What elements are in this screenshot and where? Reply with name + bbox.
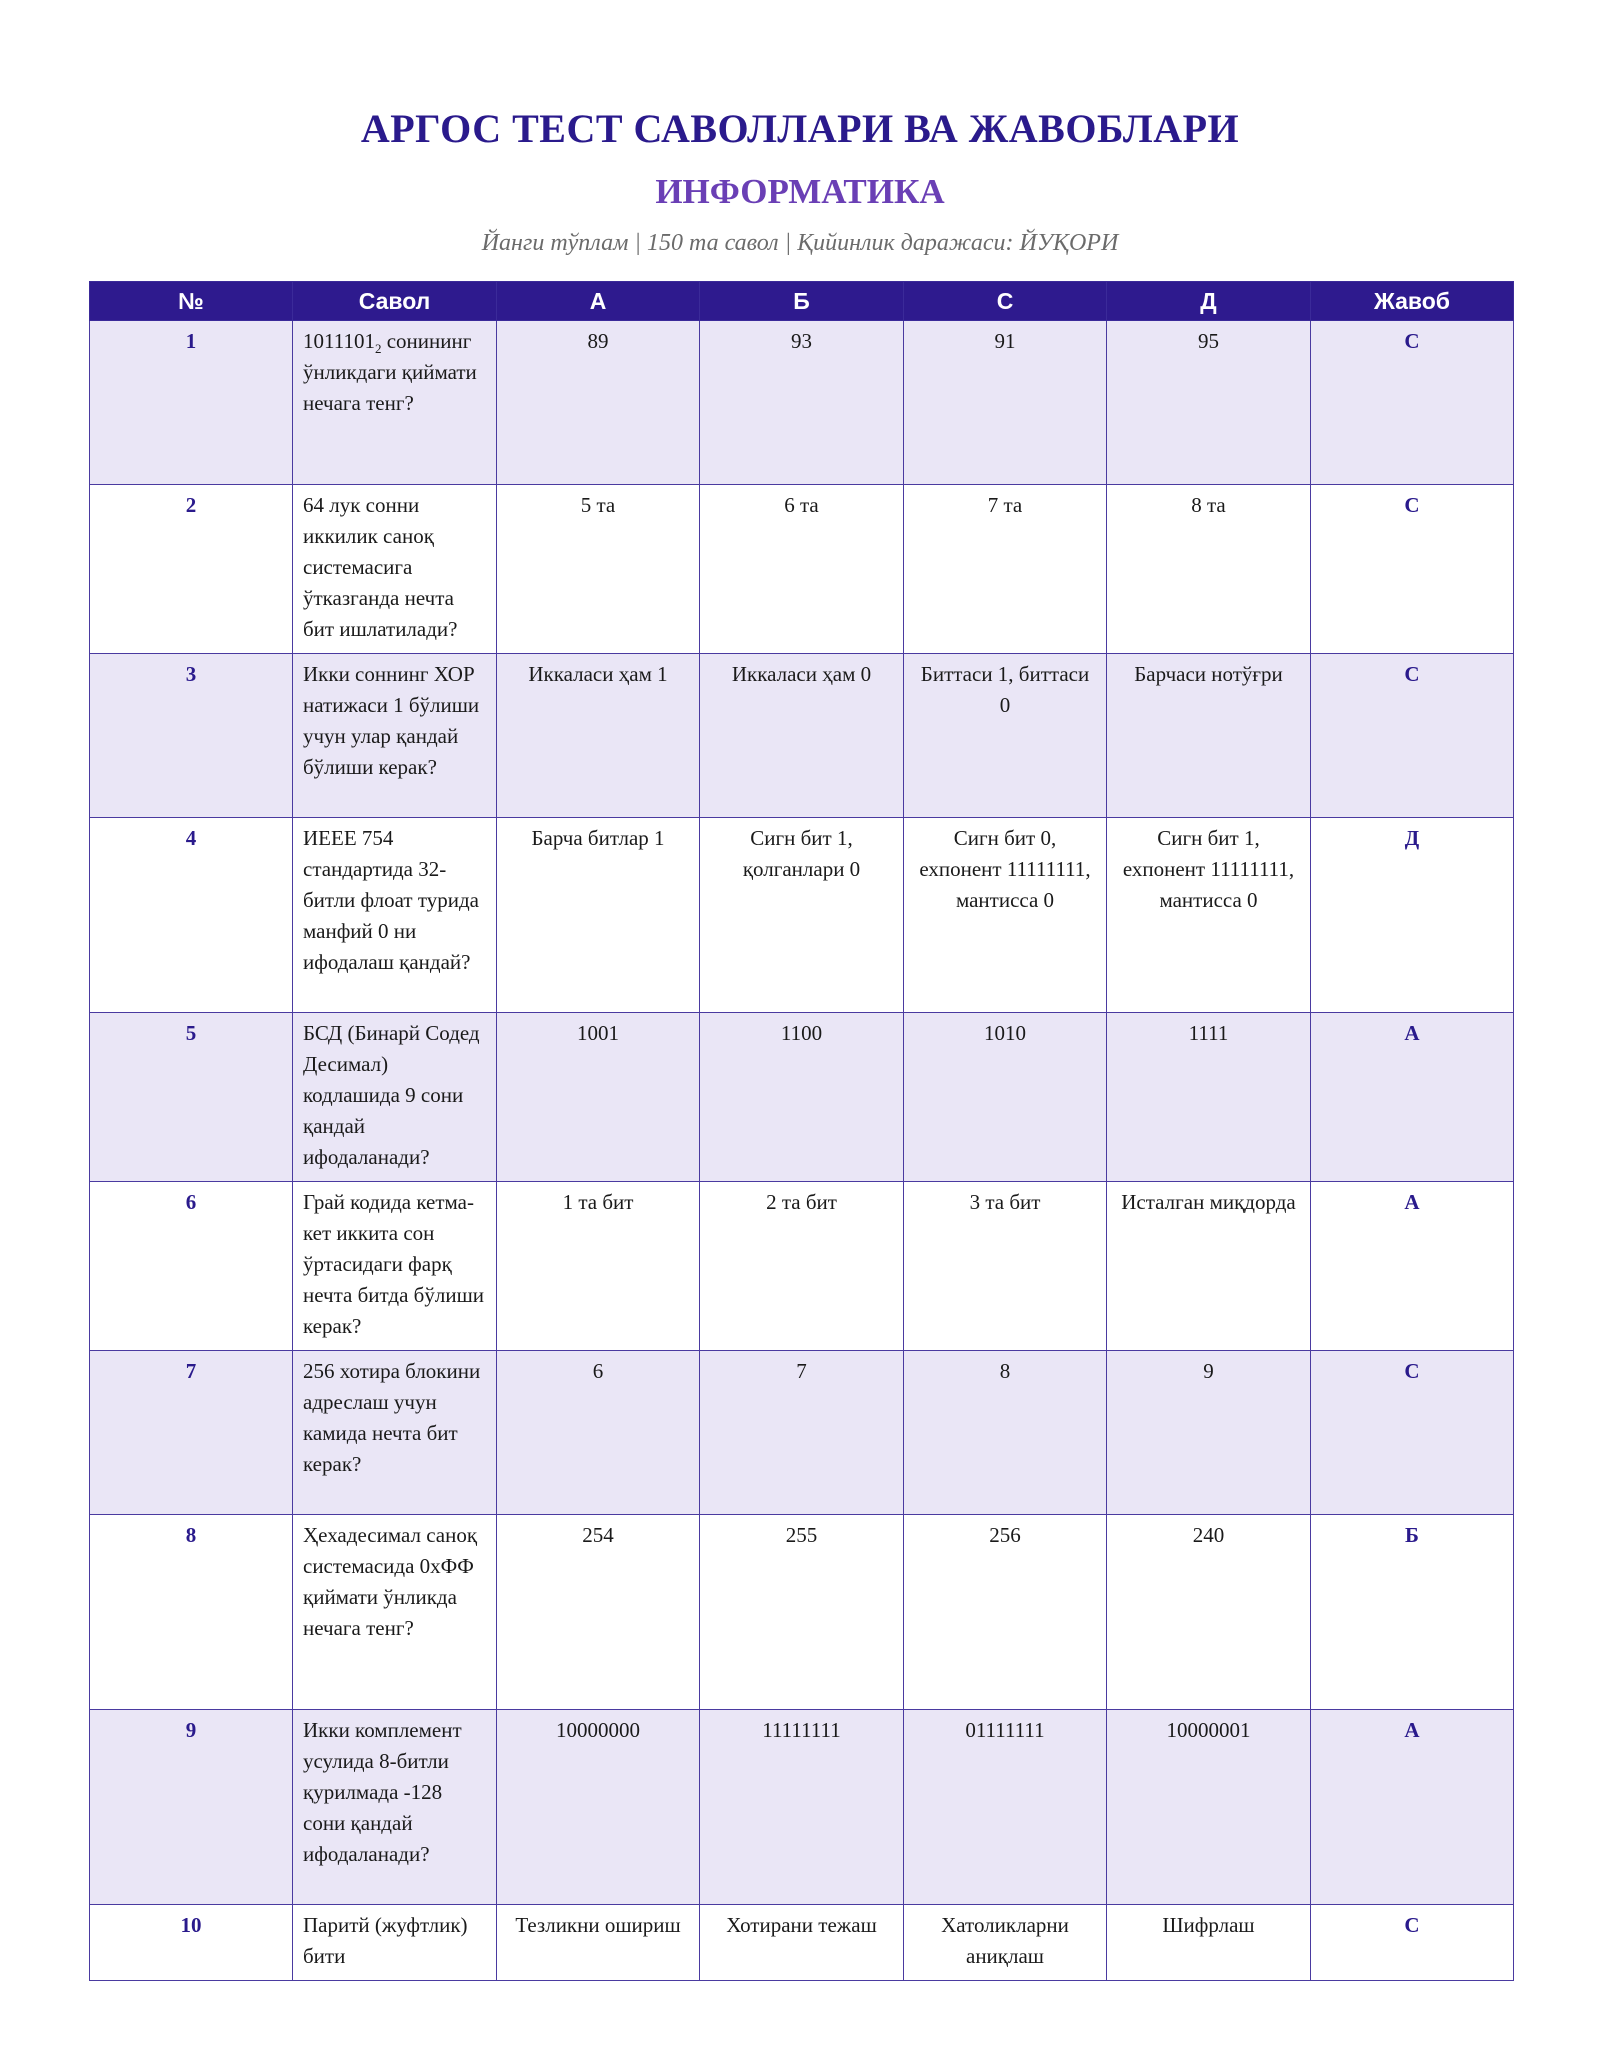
option-a: 254: [497, 1515, 700, 1710]
option-a: 1 та бит: [497, 1182, 700, 1351]
option-c: 3 та бит: [904, 1182, 1107, 1351]
table-row: [90, 1905, 1514, 1981]
option-c: Хатоликларни аниқлаш: [904, 1905, 1107, 1981]
correct-answer: С: [1311, 321, 1514, 485]
option-c: 256: [904, 1515, 1107, 1710]
header-option-d: Д: [1107, 282, 1311, 321]
option-c: Сигн бит 0, ехпонент 11111111, мантисса 0: [904, 818, 1107, 1013]
option-b: 255: [700, 1515, 904, 1710]
option-c: 91: [904, 321, 1107, 485]
correct-answer: С: [1311, 654, 1514, 818]
correct-answer: А: [1311, 1013, 1514, 1182]
option-a: 89: [497, 321, 700, 485]
question-text-main: 1011101: [303, 329, 375, 353]
option-a: Барча битлар 1: [497, 818, 700, 1013]
option-a: Тезликни ошириш: [497, 1905, 700, 1981]
option-b: 6 та: [700, 485, 904, 654]
option-b: Сигн бит 1, қолганлари 0: [700, 818, 904, 1013]
option-d: Шифрлаш: [1107, 1905, 1311, 1981]
question-number: 9: [90, 1710, 293, 1905]
correct-answer: С: [1311, 485, 1514, 654]
page-meta: Йанги тўплам | 150 та савол | Қийинлик даражаси: ЙУҚОРИ: [481, 230, 1119, 256]
option-b: 11111111: [700, 1710, 904, 1905]
option-d: 95: [1107, 321, 1311, 485]
question-text: 64 лук сонни иккилик саноқ системасига ўтказганда нечта бит ишлатилади?: [293, 485, 497, 654]
question-text-subscript: 2: [374, 341, 382, 357]
option-b: 1100: [700, 1013, 904, 1182]
option-c: 8: [904, 1351, 1107, 1515]
correct-answer: С: [1311, 1351, 1514, 1515]
question-text: БСД (Бинарй Содед Десимал) кодлашида 9 сони қандай ифодаланади?: [293, 1013, 497, 1182]
question-number: 3: [90, 654, 293, 818]
correct-answer: Д: [1311, 818, 1514, 1013]
table-row: [90, 1710, 1514, 1905]
option-a: 10000000: [497, 1710, 700, 1905]
option-c: Биттаси 1, биттаси 0: [904, 654, 1107, 818]
option-d: Сигн бит 1, ехпонент 11111111, мантисса 0: [1107, 818, 1311, 1013]
option-d: 1111: [1107, 1013, 1311, 1182]
correct-answer: Б: [1311, 1515, 1514, 1710]
table-row: [90, 1182, 1514, 1351]
question-number: 6: [90, 1182, 293, 1351]
question-text: Грай кодида кетма-кет иккита сон ўртасидаги фарқ нечта битда бўлиши керак?: [293, 1182, 497, 1351]
correct-answer: С: [1311, 1905, 1514, 1981]
question-text: Икки соннинг ХОР натижаси 1 бўлиши учун улар қандай бўлиши керак?: [293, 654, 497, 818]
option-d: 8 та: [1107, 485, 1311, 654]
option-a: 6: [497, 1351, 700, 1515]
question-text-rest: сонининг ўнликдаги қиймати нечага тенг?: [303, 329, 477, 415]
question-number: 10: [90, 1905, 293, 1981]
header-question: Савол: [293, 282, 497, 321]
option-d: Барчаси нотўғри: [1107, 654, 1311, 818]
header-option-b: Б: [700, 282, 904, 321]
header-option-a: А: [497, 282, 700, 321]
question-number: 7: [90, 1351, 293, 1515]
option-b: 2 та бит: [700, 1182, 904, 1351]
option-b: 7: [700, 1351, 904, 1515]
header-answer: Жавоб: [1311, 282, 1514, 321]
option-a: 5 та: [497, 485, 700, 654]
table-header-row: [90, 282, 1514, 321]
option-d: Исталган миқдорда: [1107, 1182, 1311, 1351]
question-number: 5: [90, 1013, 293, 1182]
table-body: [90, 321, 1514, 1981]
question-number: 1: [90, 321, 293, 485]
question-text: Ҳехадесимал саноқ системасида 0хФФ қиймати ўнликда нечага тенг?: [293, 1515, 497, 1710]
option-a: Иккаласи ҳам 1: [497, 654, 700, 818]
question-text: Паритй (жуфтлик) бити: [293, 1905, 497, 1981]
option-c: 7 та: [904, 485, 1107, 654]
questions-table: [89, 281, 1514, 1981]
option-d: 9: [1107, 1351, 1311, 1515]
question-text: Икки комплемент усулида 8-битли қурилмада -128 сони қандай ифодаланади?: [293, 1710, 497, 1905]
page-subtitle: ИНФОРМАТИКА: [655, 172, 945, 211]
table-row: [90, 654, 1514, 818]
option-b: Хотирани тежаш: [700, 1905, 904, 1981]
table-row: [90, 1013, 1514, 1182]
table-row: [90, 818, 1514, 1013]
option-d: 10000001: [1107, 1710, 1311, 1905]
header-option-c: С: [904, 282, 1107, 321]
option-b: Иккаласи ҳам 0: [700, 654, 904, 818]
header-number: №: [90, 282, 293, 321]
question-number: 8: [90, 1515, 293, 1710]
table-row: [90, 1515, 1514, 1710]
option-b: 93: [700, 321, 904, 485]
table-row: [90, 1351, 1514, 1515]
question-number: 4: [90, 818, 293, 1013]
table-row: [90, 485, 1514, 654]
page-title: АРГОС ТЕСТ САВОЛЛАРИ ВА ЖАВОБЛАРИ: [360, 106, 1240, 151]
option-d: 240: [1107, 1515, 1311, 1710]
option-a: 1001: [497, 1013, 700, 1182]
correct-answer: А: [1311, 1710, 1514, 1905]
correct-answer: А: [1311, 1182, 1514, 1351]
table-row: [90, 321, 1514, 485]
option-c: 1010: [904, 1013, 1107, 1182]
question-text: [293, 321, 497, 485]
question-text: ИЕЕЕ 754 стандартида 32-битли флоат турида манфий 0 ни ифодалаш қандай?: [293, 818, 497, 1013]
question-text: 256 хотира блокини адреслаш учун камида нечта бит керак?: [293, 1351, 497, 1515]
question-number: 2: [90, 485, 293, 654]
option-c: 01111111: [904, 1710, 1107, 1905]
